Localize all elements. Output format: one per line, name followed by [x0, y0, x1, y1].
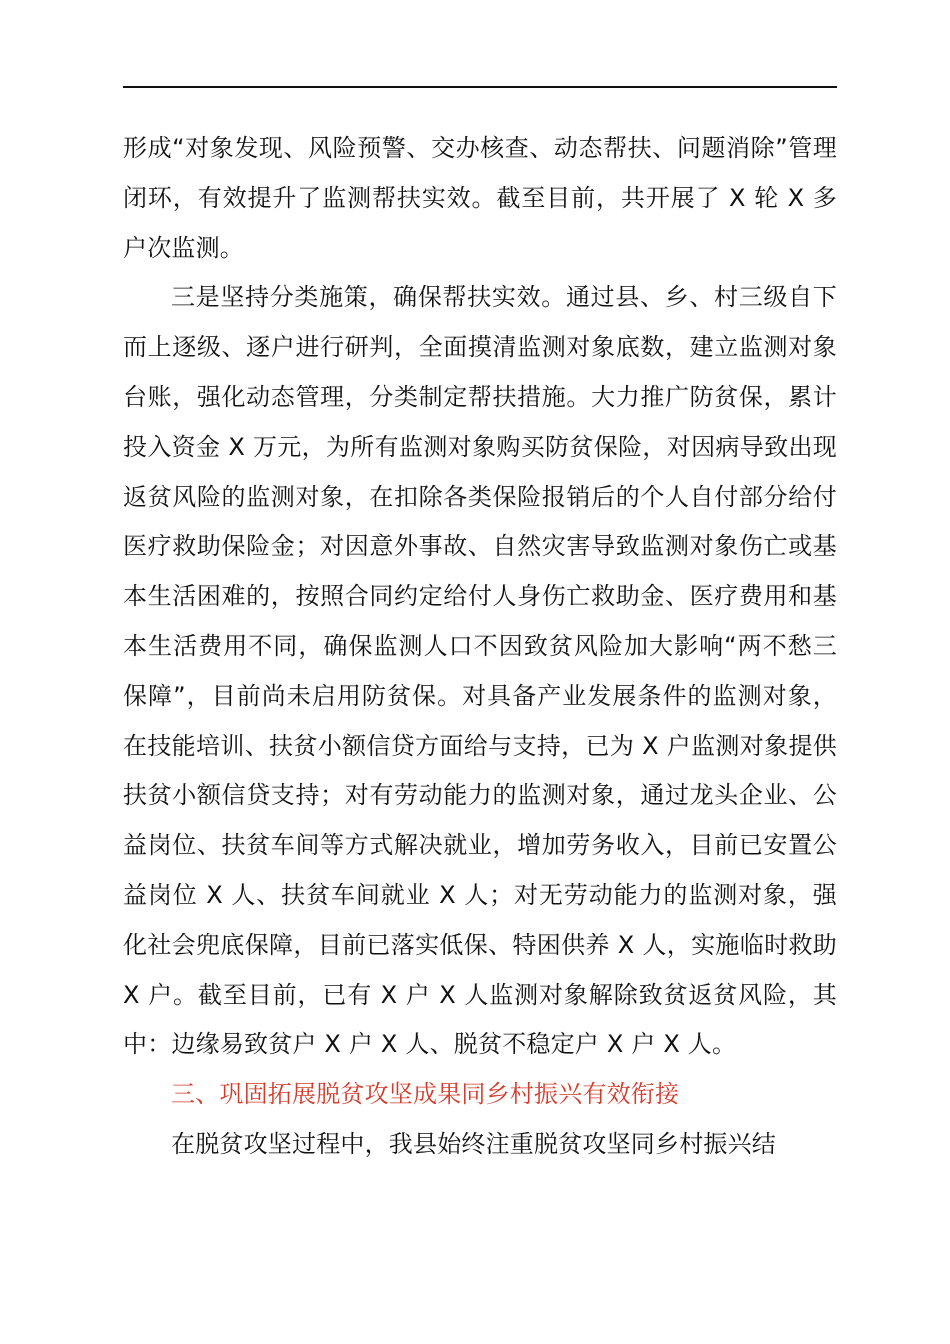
paragraph-monitoring-loop: 形成“对象发现、风险预警、交办核查、动态帮扶、问题消除”管理闭环，有效提升了监测帮扶实效。截至目前，共开展了 X 轮 X 多户次监测。: [123, 134, 837, 262]
header-rule: [123, 86, 837, 88]
paragraph-classified-assistance: 三是坚持分类施策，确保帮扶实效。通过县、乡、村三级自下而上逐级、逐户进行研判，全面摸清监测对象底数，建立监测对象台账，强化动态管理，分类制定帮扶措施。大力推广防贫保，累计投入资金 X 万元，为所有监测对象购买防贫保险，对因病导致出现返贫风险的监测对象，在扣除各类保险报销后的个人自付部分给付医疗救助保险金；对因意外事故、自然灾害导致监测对象伤亡或基本生活困难的，按照合同约定给付人身伤亡救助金、医疗费用和基本生活费用不同，确保监测人口不因致贫风险加大影响“两不愁三保障”，目前尚未启用防贫保。对具备产业发展条件的监测对象，在技能培训、扶贫小额信贷方面给与支持，已为 X 户监测对象提供扶贫小额信贷支持；对有劳动能力的监测对象，通过龙头企业、公益岗位、扶贫车间等方式解决就业，增加劳务收入，目前已安置公益岗位 X 人、扶贫车间就业 X 人；对无劳动能力的监测对象，强化社会兜底保障，目前已落实低保、特困供养 X 人，实施临时救助 X 户。截至目前，已有 X 户 X 人监测对象解除致贫返贫风险，其中：边缘易致贫户 X 户 X 人、脱贫不稳定户 X 户 X 人。: [123, 283, 837, 1059]
document-body: [123, 124, 837, 1170]
section-heading: 三、巩固拓展脱贫攻坚成果同乡村振兴有效衔接: [171, 1080, 680, 1109]
paragraph-rural-revitalization: 在脱贫攻坚过程中，我县始终注重脱贫攻坚同乡村振兴结: [171, 1129, 776, 1158]
